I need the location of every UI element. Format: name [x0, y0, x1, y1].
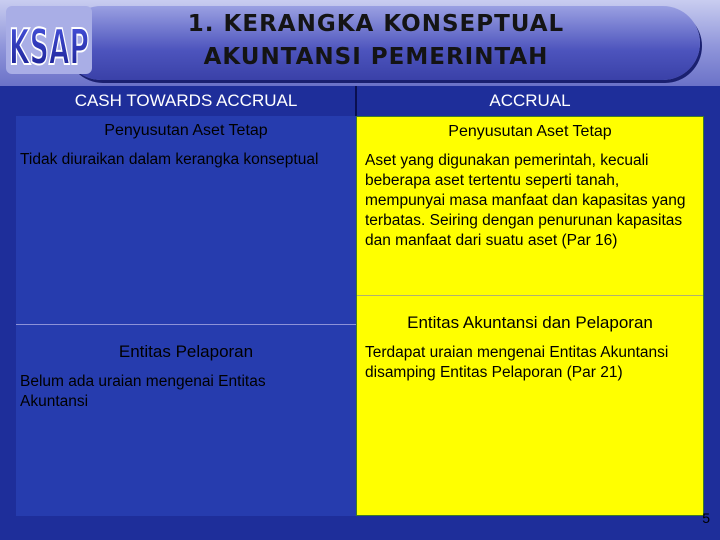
- ksap-logo: [6, 6, 92, 77]
- column-header-cash-towards-accrual: CASH TOWARDS ACCRUAL: [16, 86, 356, 116]
- left-row2-title: Entitas Pelaporan: [118, 342, 254, 361]
- page-number: 5: [702, 510, 710, 526]
- right-row1-text: Aset yang digunakan pemerintah, kecuali beberapa aset tertentu seperti tanah, mempunyai masa manfaat dan kapasitas yang terbatas. Seiring dengan penurunan kapasitas dan manfaat dari suatu aset (Par 16): [365, 152, 686, 249]
- logo-text: KSAP: [9, 19, 89, 77]
- column-header-accrual: ACCRUAL: [356, 86, 704, 116]
- page-title: [96, 8, 656, 78]
- header-divider: [355, 86, 357, 116]
- right-row2-text: Terdapat uraian mengenai Entitas Akuntansi disamping Entitas Pelaporan (Par 21): [365, 344, 669, 381]
- left-row2-text: Belum ada uraian mengenai Entitas Akuntansi: [20, 373, 266, 410]
- right-row-divider: [357, 295, 703, 296]
- left-row-divider: [16, 324, 356, 325]
- comparison-table: [16, 86, 704, 516]
- title-line-2: AKUNTANSI PEMERINTAH: [203, 44, 549, 70]
- accrual-column: [356, 116, 704, 516]
- right-row1-title: Penyusutan Aset Tetap: [448, 123, 612, 140]
- left-row1-text: Tidak diuraikan dalam kerangka konseptual: [20, 151, 319, 168]
- right-row2-title: Entitas Akuntansi dan Pelaporan: [407, 313, 653, 332]
- cash-towards-accrual-column: [16, 116, 356, 516]
- title-line-1: 1. KERANGKA KONSEPTUAL: [187, 11, 565, 37]
- left-row1-title: Penyusutan Aset Tetap: [104, 122, 268, 139]
